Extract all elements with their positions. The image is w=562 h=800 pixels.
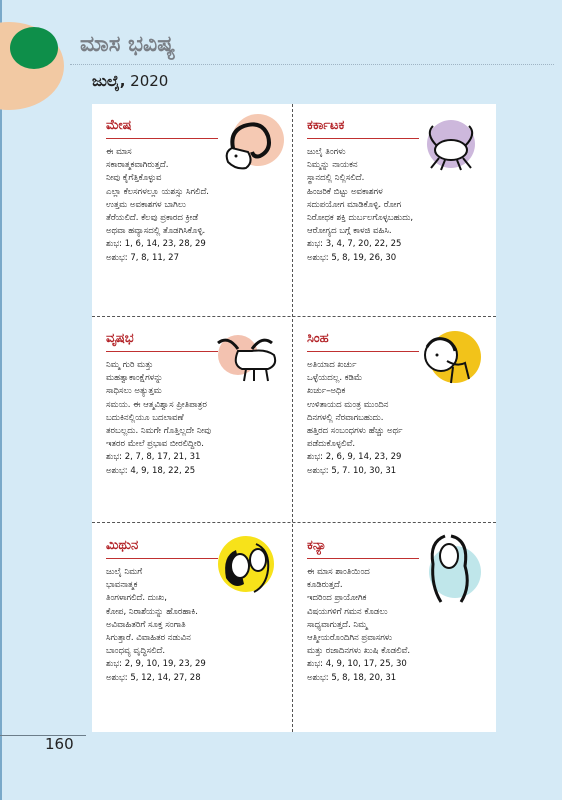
year: 2020 xyxy=(130,72,169,90)
description-line: ಉಳಿತಾಯದ ಮಂತ್ರ ಮುಂದಿನ xyxy=(307,399,389,410)
description-line: ಸದುಪಯೋಗ ಮಾಡಿಕೊಳ್ಳಿ. ರೋಗ xyxy=(307,199,402,210)
sign-description xyxy=(106,359,286,478)
sign-name: ಕನ್ಯಾ xyxy=(307,538,327,553)
horoscope-card xyxy=(92,104,496,732)
sign-cell-mesha xyxy=(92,104,292,313)
sign-name: ಸಿಂಹ xyxy=(307,331,329,346)
auspicious-dates: ಶುಭ: 4, 9, 10, 17, 25, 30 xyxy=(307,659,407,670)
description-line: ಜುಲೈ ನಿಮಗೆ xyxy=(106,567,143,577)
description-line: ತೆರೆಯಲಿದೆ. ಕೆಲವು ಪ್ರಕಾರದ ಕ್ರೀಡೆ xyxy=(106,213,199,224)
description-line: ಅವಿವಾಹಿತರಿಗೆ ಸೂಕ್ತ ಸಂಗಾತಿ xyxy=(106,619,186,630)
description-line: ತಿಂಗಳಾಗಲಿದೆ. ದುಃಖ, xyxy=(106,593,167,604)
description-line: ಅಥವಾ ಹವ್ಯಾಸದಲ್ಲಿ ತೊಡಗಿಸಿಕೊಳ್ಳಿ. xyxy=(106,226,206,237)
description-line: ಸಕಾರಾತ್ಮಕವಾಗಿರುತ್ತದೆ. xyxy=(106,160,169,171)
description-line: ಆತ್ಮೀಯರೊಂದಿಗಿನ ಪ್ರವಾಸಗಳು xyxy=(307,633,393,644)
description-line: ಹತ್ತಿರದ ಸಂಬಂಧಗಳು ಹೆಚ್ಚು ಅರ್ಥ xyxy=(307,426,403,437)
description-line: ಹಿಂಜರಿಕೆ ಬಿಟ್ಟು ಅವಕಾಶಗಳ xyxy=(307,186,383,197)
decorative-green-circle xyxy=(10,27,58,69)
description-line: ಭಾವನಾತ್ಮಕ xyxy=(106,580,138,591)
description-line: ದಿನಗಳಲ್ಲಿ ನೆರವಾಗಬಹುದು. xyxy=(307,412,384,423)
sign-cell-simha xyxy=(293,317,493,526)
sign-divider xyxy=(106,558,218,559)
description-line: ಮತ್ತು ರಜಾದಿನಗಳು ಖುಷಿ ಕೊಡಲಿವೆ. xyxy=(307,646,411,657)
sign-divider xyxy=(307,558,419,559)
description-line: ಆರೋಗ್ಯದ ಬಗ್ಗೆ ಕಾಳಜಿ ವಹಿಸಿ. xyxy=(307,226,392,237)
description-line: ನಿಮ್ಮನ್ನು ನಾಯಕನ xyxy=(307,160,358,171)
description-line: ನೀವು ಕೈಗೆತ್ತಿಕೊಳ್ಳುವ xyxy=(106,173,162,184)
auspicious-dates: ಶುಭ: 3, 4, 7, 20, 22, 25 xyxy=(307,239,402,250)
month-name: ಜುಲೈ, xyxy=(92,72,126,90)
auspicious-dates: ಶುಭ: 2, 9, 10, 19, 23, 29 xyxy=(106,659,206,670)
sign-description xyxy=(307,146,487,265)
description-line: ಮಹತ್ವಾಕಾಂಕ್ಷೆಗಳನ್ನು xyxy=(106,373,163,384)
sign-description xyxy=(307,359,487,478)
description-line: ಈ ಮಾಸ xyxy=(106,147,132,157)
sign-divider xyxy=(106,351,218,352)
inauspicious-dates: ಅಶುಭ: 5, 12, 14, 27, 28 xyxy=(106,672,201,683)
sign-divider xyxy=(307,351,419,352)
auspicious-dates: ಶುಭ: 2, 7, 8, 17, 21, 31 xyxy=(106,452,201,463)
sign-cell-vrishabha xyxy=(92,317,292,526)
description-line: ಸಿಗುತ್ತಾರೆ. ವಿವಾಹಿತರ ನಡುವಿನ xyxy=(106,633,191,644)
sign-name: ಮಿಥುನ xyxy=(106,538,139,553)
description-line: ಪಡೆದುಕೊಳ್ಳಲಿವೆ. xyxy=(307,439,356,450)
description-line: ವಿಷಯಗಳಿಗೆ ಗಮನ ಕೊಡಲು xyxy=(307,606,388,617)
inauspicious-dates: ಅಶುಭ: 5, 8, 18, 20, 31 xyxy=(307,672,397,683)
sign-name: ಮೇಷ xyxy=(106,118,132,133)
sign-name: ವೃಷಭ xyxy=(106,331,134,346)
description-line: ಜುಲೈ ತಿಂಗಳು xyxy=(307,147,346,157)
sign-divider xyxy=(106,138,218,139)
auspicious-dates: ಶುಭ: 1, 6, 14, 23, 28, 29 xyxy=(106,239,206,250)
description-line: ಈ ಮಾಸ ಶಾಂತಿಯಿಂದ xyxy=(307,567,370,577)
description-line: ಸ್ಥಾನದಲ್ಲಿ ನಿಲ್ಲಿಸಲಿದೆ. xyxy=(307,173,365,184)
sign-cell-karkataka xyxy=(293,104,493,313)
header-divider xyxy=(70,64,554,65)
inauspicious-dates: ಅಶುಭ: 5, 7. 10, 30, 31 xyxy=(307,465,397,476)
inauspicious-dates: ಅಶುಭ: 7, 8, 11, 27 xyxy=(106,252,179,263)
sign-cell-mithuna xyxy=(92,524,292,733)
description-line: ಸಮಯ. ಈ ಆತ್ಮವಿಶ್ವಾಸ ಪ್ರೀತಿಪಾತ್ರರ xyxy=(106,399,207,410)
page-title: ಮಾಸ ಭವಿಷ್ಯ xyxy=(80,32,176,57)
description-line: ನಿರೋಧಕ ಶಕ್ತಿ ದುರ್ಬಲಗೊಳ್ಳಬಹುದು, xyxy=(307,213,414,224)
description-line: ಎಲ್ಲಾ ಕೆಲಸಗಳಲ್ಲೂ ಯಶಸ್ಸು ಸಿಗಲಿದೆ. xyxy=(106,186,210,197)
description-line: ಖರ್ಚು–ಅಧಿಕ xyxy=(307,386,346,397)
description-line: ಉತ್ತಮ ಅವಕಾಶಗಳ ಬಾಗಿಲು xyxy=(106,199,187,210)
description-line: ಇದರಿಂದ ಪ್ರಾಯೋಗಿಕ xyxy=(307,593,367,604)
description-line: ಸಾಧ್ಯವಾಗುತ್ತದೆ. ನಿಮ್ಮ xyxy=(307,619,368,630)
sign-divider xyxy=(307,138,419,139)
sign-description xyxy=(307,566,487,685)
description-line: ಅತಿಯಾದ ಖರ್ಚು xyxy=(307,360,357,370)
sign-description xyxy=(106,146,286,265)
sign-cell-kanya xyxy=(293,524,493,733)
sign-name: ಕರ್ಕಾಟಕ xyxy=(307,118,345,133)
description-line: ಬದುಕಿನಲ್ಲಿಯೂ ಬದಲಾವಣೆ xyxy=(106,412,184,423)
description-line: ಸಾಧಿಸಲು ಅತ್ಯುತ್ತಮ xyxy=(106,386,162,397)
description-line: ಒಳ್ಳೆಯದಲ್ಲ. ಕಡಿಮೆ xyxy=(307,373,363,384)
description-line: ಕೂಡಿರುತ್ತದೆ. xyxy=(307,580,343,591)
description-line: ಇತರರ ಮೇಲೆ ಪ್ರಭಾವ ಬೀರಲಿದ್ದೀರಿ. xyxy=(106,439,204,450)
page-number: 160 xyxy=(45,735,74,753)
description-line: ಬಾಂಧವ್ಯ ವೃದ್ಧಿಸಲಿದೆ. xyxy=(106,646,166,657)
sign-description xyxy=(106,566,286,685)
description-line: ಕೋಪ, ನಿರಾಶೆಯನ್ನು ಹೊರಹಾಕಿ. xyxy=(106,606,198,617)
inauspicious-dates: ಅಶುಭ: 4, 9, 18, 22, 25 xyxy=(106,465,196,476)
description-line: ತರಬಲ್ಲದು. ನಿಮಗೇ ಗೊತ್ತಿಲ್ಲದೇ ನೀವು xyxy=(106,426,211,437)
inauspicious-dates: ಅಶುಭ: 5, 8, 19, 26, 30 xyxy=(307,252,397,263)
month-label xyxy=(92,72,168,90)
auspicious-dates: ಶುಭ: 2, 6, 9, 14, 23, 29 xyxy=(307,452,402,463)
description-line: ನಿಮ್ಮ ಗುರಿ ಮತ್ತು xyxy=(106,360,154,370)
